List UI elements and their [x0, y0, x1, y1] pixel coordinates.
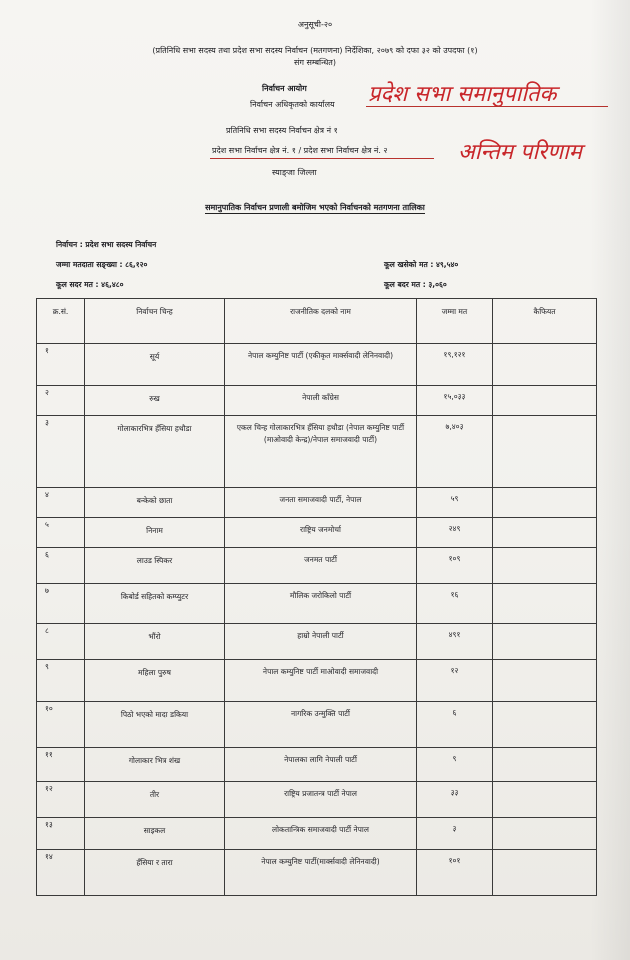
cell-serial: १३	[37, 818, 85, 850]
header-remark: कैफियत	[493, 299, 597, 344]
table-row	[37, 344, 597, 386]
cell-remark	[493, 518, 597, 548]
cell-votes: ३	[417, 818, 493, 850]
cell-party: नेपाली काँग्रेस	[225, 386, 417, 416]
cell-serial: ३	[37, 416, 85, 488]
cell-serial: ४	[37, 488, 85, 518]
cell-serial: १२	[37, 782, 85, 818]
cell-symbol: निनाम	[85, 518, 225, 548]
handwritten-note-bottom: अन्तिम परिणाम	[458, 140, 582, 165]
rule-reference: (प्रतिनिधि सभा सदस्य तथा प्रदेश सभा सदस्य निर्वाचन (मतगणना) निर्देशिका, २०७९ को दफा ३२ को उपदफा (१)	[152, 46, 478, 55]
cell-party: जनता समाजवादी पार्टी, नेपाल	[225, 488, 417, 518]
cell-party: नेपाल कम्युनिष्ट पार्टी (एकीकृत मार्क्सवादी लेनिनवादी)	[225, 344, 417, 386]
annex-label: अनुसूची-२०	[297, 20, 333, 29]
table-row	[37, 548, 597, 584]
cell-remark	[493, 782, 597, 818]
cell-votes: ३३	[417, 782, 493, 818]
table-row	[37, 624, 597, 660]
cell-votes: १६	[417, 584, 493, 624]
province-constituency: प्रदेश सभा निर्वाचन क्षेत्र नं. १ / प्रदेश सभा निर्वाचन क्षेत्र नं. २	[212, 146, 388, 155]
cell-symbol: भौंरो	[85, 624, 225, 660]
cell-votes: २४९	[417, 518, 493, 548]
cell-serial: ११	[37, 748, 85, 782]
cell-party: नेपालका लागि नेपाली पार्टी	[225, 748, 417, 782]
district-name: स्याङ्जा जिल्ला	[272, 168, 317, 177]
cell-remark	[493, 624, 597, 660]
cell-votes: १५,०३३	[417, 386, 493, 416]
cell-votes: १२	[417, 660, 493, 702]
cell-serial: ६	[37, 548, 85, 584]
cell-symbol: रुख	[85, 386, 225, 416]
cell-remark	[493, 416, 597, 488]
header-party: राजनीतिक दलको नाम	[225, 299, 417, 344]
table-row	[37, 660, 597, 702]
cell-party: नागरिक उन्मुक्ति पार्टी	[225, 702, 417, 748]
cell-remark	[493, 850, 597, 896]
handwritten-underline	[210, 158, 434, 159]
cell-serial: ८	[37, 624, 85, 660]
page-edge-shadow	[590, 0, 630, 960]
cell-symbol: गोलाकार भित्र शंख	[85, 748, 225, 782]
table-row	[37, 850, 597, 896]
cell-votes: ५९	[417, 488, 493, 518]
cell-votes: ४९१	[417, 624, 493, 660]
table-row	[37, 584, 597, 624]
office-name: निर्वाचन अधिकृतको कार्यालय	[250, 100, 335, 109]
cell-party: राष्ट्रिय प्रजातन्त्र पार्टी नेपाल	[225, 782, 417, 818]
cell-symbol: तीर	[85, 782, 225, 818]
header-votes: जम्मा मत	[417, 299, 493, 344]
cell-symbol: हँसिया र तारा	[85, 850, 225, 896]
cell-remark	[493, 344, 597, 386]
cell-remark	[493, 488, 597, 518]
table-row	[37, 818, 597, 850]
cell-serial: २	[37, 386, 85, 416]
cell-votes: ६	[417, 702, 493, 748]
commission-name: निर्वाचन आयोग	[262, 84, 307, 93]
table-row	[37, 488, 597, 518]
cell-party: जनमत पार्टी	[225, 548, 417, 584]
table-row	[37, 782, 597, 818]
cell-serial: ७	[37, 584, 85, 624]
table-row	[37, 416, 597, 488]
header-serial: क्र.सं.	[37, 299, 85, 344]
cell-votes: १९,१२१	[417, 344, 493, 386]
cell-symbol: लाउड स्पिकर	[85, 548, 225, 584]
cell-remark	[493, 386, 597, 416]
total-cast-votes: कूल खसेको मत : ४९,५४०	[384, 260, 459, 269]
cell-votes: ९	[417, 748, 493, 782]
cell-symbol: सूर्य	[85, 344, 225, 386]
table-row	[37, 748, 597, 782]
cell-party: लोकतान्त्रिक समाजवादी पार्टी नेपाल	[225, 818, 417, 850]
cell-symbol: किबोर्ड सहितको कम्प्युटर	[85, 584, 225, 624]
total-voters: जम्मा मतदाता सङ्ख्या : ८६,१२०	[56, 260, 148, 269]
cell-symbol: साइकल	[85, 818, 225, 850]
total-invalid-votes: कूल बदर मत : ३,०६०	[384, 280, 447, 289]
cell-remark	[493, 660, 597, 702]
table-header-row	[37, 299, 597, 344]
table-row	[37, 702, 597, 748]
total-valid-votes: कूल सदर मत : ४६,४८०	[56, 280, 124, 289]
cell-serial: १	[37, 344, 85, 386]
cell-remark	[493, 584, 597, 624]
handwritten-note-top: प्रदेश सभा समानुपातिक	[368, 82, 557, 107]
cell-votes: १०१	[417, 850, 493, 896]
cell-serial: १०	[37, 702, 85, 748]
results-table	[36, 298, 597, 896]
cell-symbol: गोलाकारभित्र हँसिया हथौडा	[85, 416, 225, 488]
cell-remark	[493, 548, 597, 584]
rule-reference-cont: संग सम्बन्धित)	[294, 58, 336, 67]
cell-party: मौलिक जरोकिलो पार्टी	[225, 584, 417, 624]
handwritten-note-underline	[366, 106, 608, 107]
table-title: समानुपातिक निर्वाचन प्रणाली बमोजिम भएको निर्वाचनको मतगणना तालिका	[205, 203, 425, 212]
cell-symbol: महिला पुरुष	[85, 660, 225, 702]
cell-remark	[493, 702, 597, 748]
cell-party: नेपाल कम्युनिष्ट पार्टी(मार्क्सवादी लेनिनवादी)	[225, 850, 417, 896]
cell-symbol: पिठो भएको मादा डकिया	[85, 702, 225, 748]
cell-remark	[493, 748, 597, 782]
cell-votes: १०९	[417, 548, 493, 584]
cell-party: हाम्रो नेपाली पार्टी	[225, 624, 417, 660]
hor-constituency: प्रतिनिधि सभा सदस्य निर्वाचन क्षेत्र नं १	[226, 126, 338, 135]
table-row	[37, 386, 597, 416]
cell-serial: १४	[37, 850, 85, 896]
cell-party: नेपाल कम्युनिष्ट पार्टी माओवादी समाजवादी	[225, 660, 417, 702]
cell-serial: ५	[37, 518, 85, 548]
header-symbol: निर्वाचन चिन्ह	[85, 299, 225, 344]
cell-votes: ७,४०३	[417, 416, 493, 488]
cell-serial: ९	[37, 660, 85, 702]
table-row	[37, 518, 597, 548]
cell-symbol: बन्केको छाता	[85, 488, 225, 518]
cell-party: राष्ट्रिय जनमोर्चा	[225, 518, 417, 548]
cell-remark	[493, 818, 597, 850]
election-type: निर्वाचन : प्रदेश सभा सदस्य निर्वाचन	[56, 240, 157, 249]
cell-party: एकल चिन्ह गोलाकारभित्र हँसिया हथौडा (नेपाल कम्युनिष्ट पार्टी (माओवादी केन्द्र)/नेपाल समाजवादी पार्टी)	[225, 416, 417, 488]
